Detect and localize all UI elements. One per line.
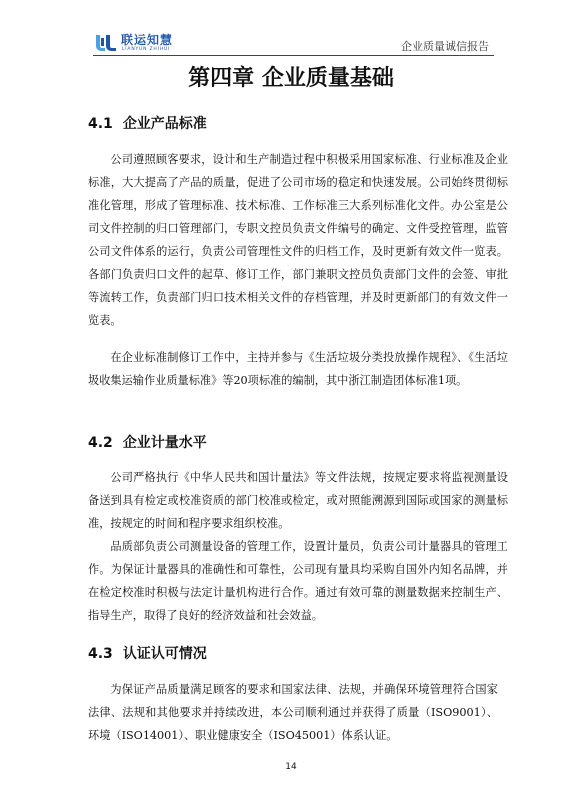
section-title: 企业计量水平: [122, 435, 207, 451]
report-title: 企业质量诚信报告: [401, 40, 489, 53]
section-number: 4.3: [88, 646, 113, 662]
section-title: 企业产品标准: [122, 116, 207, 132]
logo-mark-icon: [95, 34, 117, 52]
page-number: 14: [285, 762, 297, 772]
paragraph: 品质部负责公司测量设备的管理工作，设置计量员，负责公司计量器具的管理工作。为保证计量器具的准确性和可靠性，公司现有量具均采购自国外内知名品牌，并在检定校准时积极与法定计量机构进行合作。通过有效可靠的测量数据来控制生产、指导生产，取得了良好的经济效益和社会效益。: [88, 540, 508, 622]
paragraph: 为保证产品质量满足顾客的要求和国家法律、法规，并确保环境管理符合国家法律、法规和其他要求并持续改进，本公司顺利通过并获得了质量（ISO9001）、环境（ISO14001）、职业健康安全（ISO45001）体系认证。: [88, 683, 498, 742]
section-heading: [88, 433, 207, 453]
paragraph: 公司严格执行《中华人民共和国计量法》等文件法规，按规定要求将监视测量设备送到具有检定或校准资质的部门校准或检定，或对照能溯源到国际或国家的测量标准，按规定的时间和程序要求组织校准。: [88, 471, 508, 530]
section-title: 认证认可情况: [122, 646, 207, 662]
paragraph: 公司遵照顾客要求，设计和生产制造过程中积极采用国家标准、行业标准及企业标准，大大提高了产品的质量，促进了公司市场的稳定和快速发展。公司始终贯彻标准化管理，形成了管理标准、技术标准、工作标准三大系列标准化文件。办公室是公司文件控制的归口管理部门，专职文控员负责文件编号的确定、文件受控管理，监管公司文件体系的运行，负责公司管理性文件的归档工作，及时更新有效文件一览表。各部门负责归口文件的起草、修订工作，部门兼职文控员负责部门文件的会签、审批等流转工作，负责部门归口技术相关文件的存档管理，并及时更新部门的有效文件一览表。: [88, 153, 508, 327]
paragraph: 在企业标准制修订工作中，主持并参与《生活垃圾分类投放操作规程》、《生活垃圾收集运输作业质量标准》等20项标准的编制，其中浙江制造团体标准1项。: [88, 351, 508, 387]
section-heading: [88, 644, 207, 664]
section-heading: [88, 114, 207, 134]
chapter-title: 第四章 企业质量基础: [188, 66, 394, 91]
logo-chinese-name: 联运知慧: [121, 33, 174, 47]
company-logo: [95, 34, 195, 54]
logo-english-name: LIANYUN ZHIHUI: [122, 47, 171, 52]
header-divider: [93, 55, 494, 56]
section-number: 4.2: [88, 435, 113, 451]
page-header: [0, 0, 582, 58]
section-number: 4.1: [88, 116, 113, 132]
